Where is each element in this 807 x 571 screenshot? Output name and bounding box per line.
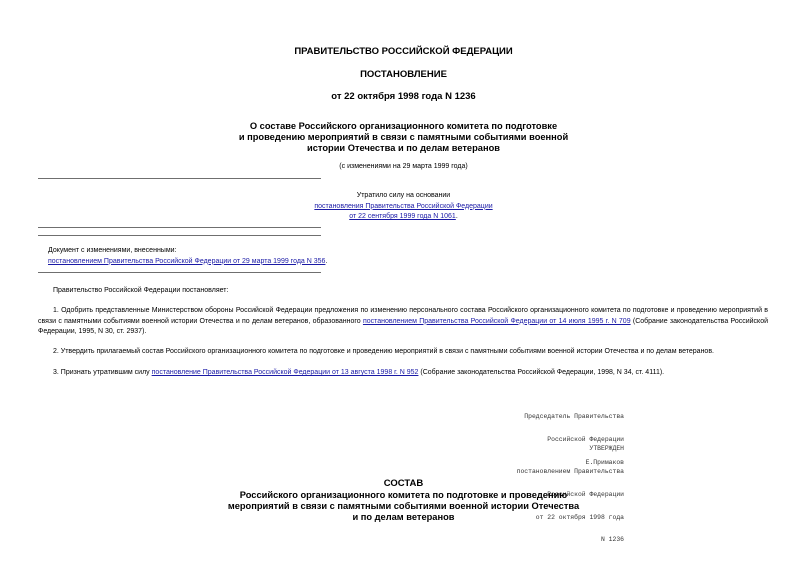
- composition-title: [0, 490, 807, 523]
- approval-line: от 22 октября 1998 года: [535, 513, 624, 521]
- paragraph-2: 2. Утвердить прилагаемый состав Российского организационного комитета по подготовке и проведению мероприятий в связи с памятными событиями военной истории Отечества и по делам ветеранов.: [53, 348, 714, 355]
- signature-line: Председатель Правительства: [524, 413, 624, 421]
- composition-line: мероприятий в связи с памятными событиями военной истории Отечества: [227, 501, 580, 511]
- paragraph-1: [38, 306, 768, 338]
- paragraph-tail: (Собрание законодательства Российской Федерации, 1998, N 34, ст. 4111).: [418, 369, 665, 376]
- approval-line: Российской Федерации: [547, 490, 624, 498]
- signature-line: Е.Примаков: [585, 458, 624, 466]
- title-line: истории Отечества и по делам ветеранов: [307, 143, 500, 153]
- title-line: О составе Российского организационного комитета по подготовке: [249, 121, 558, 131]
- paragraph-3-link[interactable]: постановление Правительства Российской Федерации от 13 августа 1998 г. N 952: [151, 369, 419, 376]
- document-type: ПОСТАНОВЛЕНИЕ: [360, 69, 447, 80]
- changes-link[interactable]: постановлением Правительства Российской Федерации от 29 марта 1999 года N 356: [48, 257, 326, 265]
- void-notice-link[interactable]: постановления Правительства Российской Федерации: [314, 202, 493, 210]
- paragraph-3: [38, 368, 768, 379]
- paragraph-text: 1. Одобрить представленные Министерством обороны Российской Федерации предложения по изменению персонального состава Российского организационного комитета по подготовке и проведению мероприятий в связи с памятными событиями военной истории Отечества и по делам ветеранов, образованного: [38, 307, 768, 325]
- void-notice-link-date[interactable]: от 22 сентября 1999 года N 1061: [349, 213, 456, 220]
- paragraph-text: 3. Признать утратившим силу: [53, 369, 152, 376]
- composition-line: и по делам ветеранов: [352, 512, 455, 522]
- composition-line: Российского организационного комитета по подготовке и проведению: [239, 490, 568, 500]
- divider: [38, 272, 321, 273]
- changes-box: [48, 246, 327, 267]
- void-notice: [0, 191, 807, 223]
- authority-heading: ПРАВИТЕЛЬСТВО РОССИЙСКОЙ ФЕДЕРАЦИИ: [294, 46, 513, 57]
- date-number: от 22 октября 1998 года N 1236: [331, 91, 476, 102]
- period: .: [455, 213, 458, 220]
- divider: [38, 227, 321, 228]
- intro-text: Правительство Российской Федерации постановляет:: [53, 287, 229, 294]
- composition-heading: СОСТАВ: [383, 478, 424, 489]
- changes-label: Документ с изменениями, внесенными:: [48, 247, 177, 254]
- divider: [38, 235, 321, 236]
- period: .: [325, 257, 328, 265]
- approval-line: УТВЕРЖДЕН: [589, 445, 624, 453]
- approval-line: постановлением Правительства: [516, 467, 624, 475]
- void-notice-text: Утратило силу на основании: [356, 192, 451, 199]
- paragraph-tail: (Собрание законодательства Российской Федерации, 1995, N 30, ст. 2937).: [38, 317, 768, 335]
- paragraph-1-link[interactable]: постановлением Правительства Российской Федерации от 14 июля 1995 г. N 709: [362, 317, 631, 325]
- signature-line: Российской Федерации: [547, 435, 624, 443]
- approval-line: N 1236: [600, 536, 624, 544]
- title-line: и проведению мероприятий в связи с памятными событиями военной: [238, 132, 569, 142]
- amendments-note: (с изменениями на 29 марта 1999 года): [339, 163, 468, 170]
- divider: [38, 178, 321, 179]
- document-title: [0, 121, 807, 154]
